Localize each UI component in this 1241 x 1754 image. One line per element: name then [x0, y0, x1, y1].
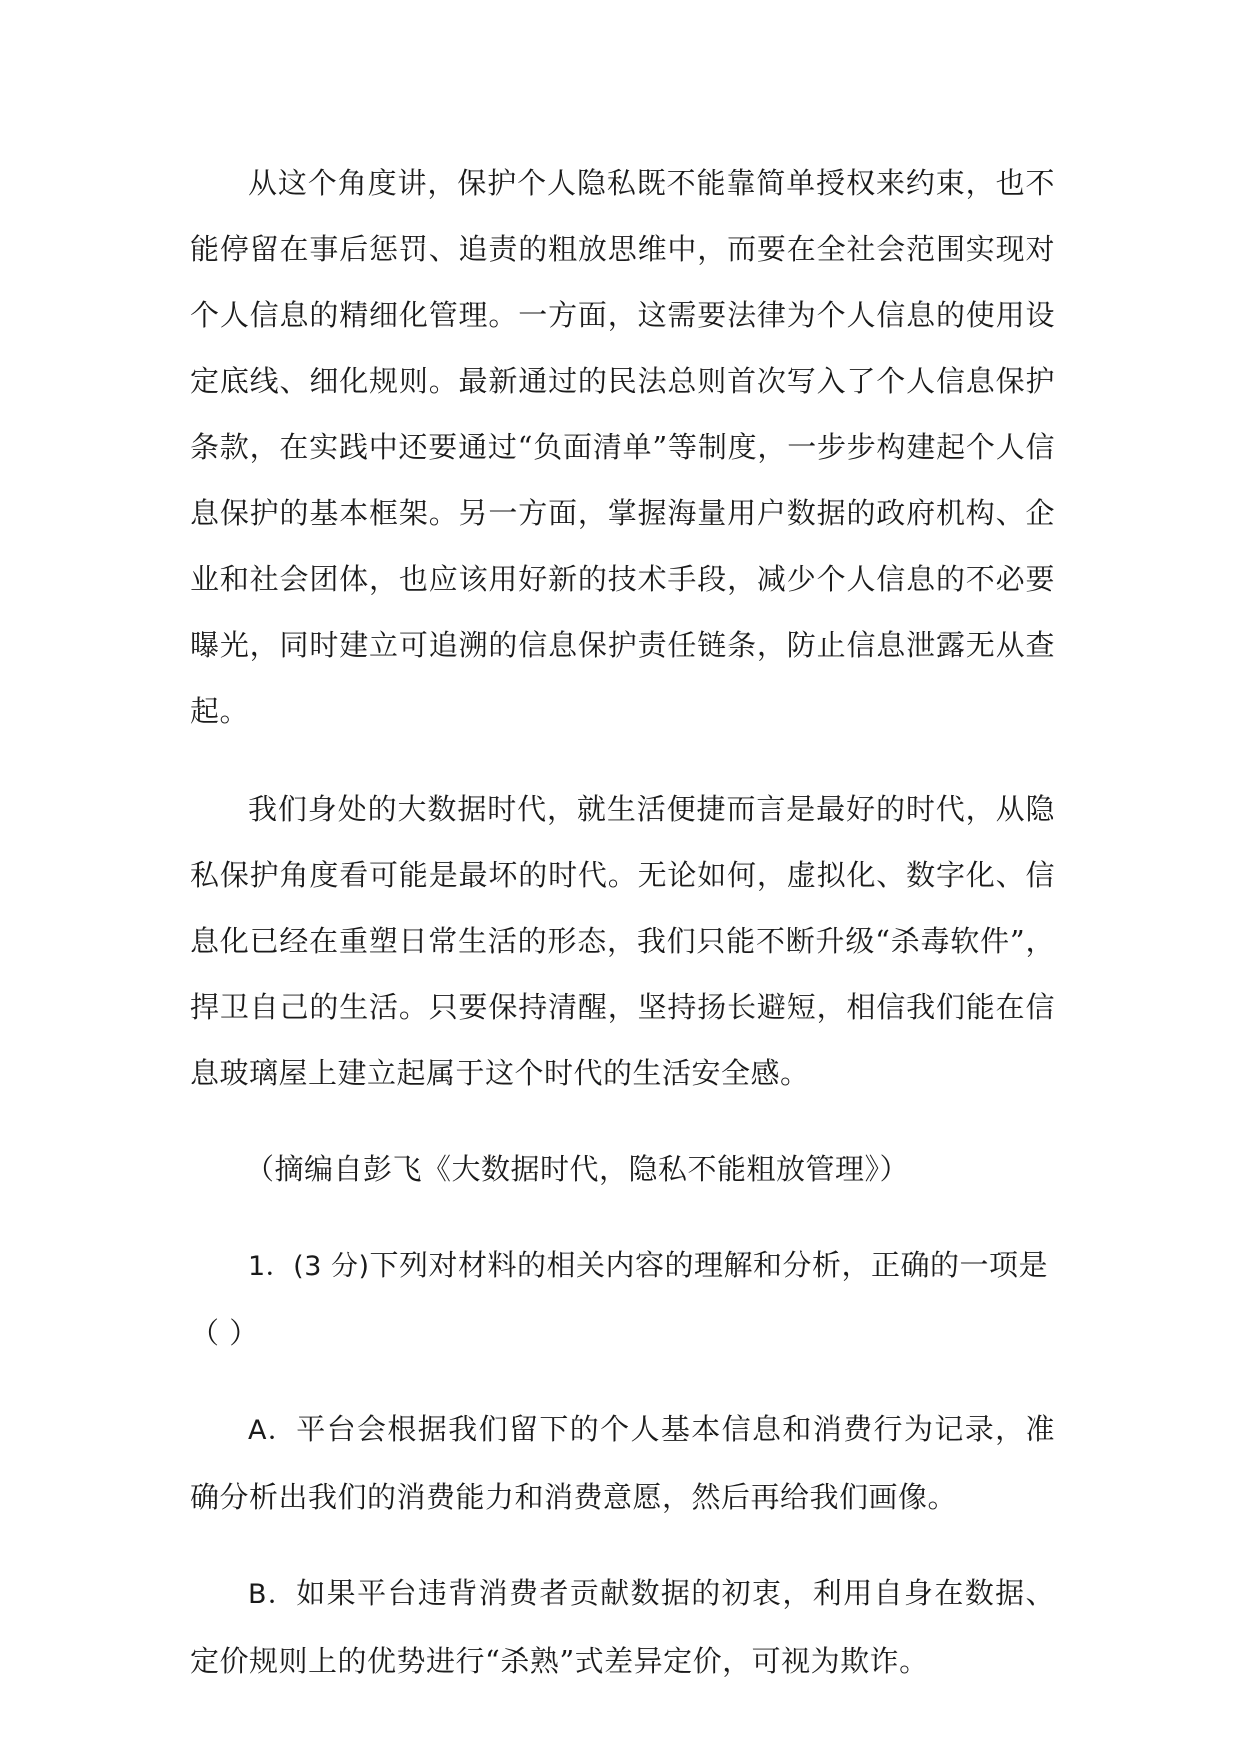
option-b-text: 如果平台违背消费者贡献数据的初衷，利用自身在数据、定价规则上的优势进行“杀熟”式差异定价，可视为欺诈。	[190, 1576, 1055, 1678]
document-content	[190, 150, 1055, 1694]
option-a	[190, 1396, 1055, 1530]
source-citation: （摘编自彭飞《大数据时代，隐私不能粗放管理》）	[245, 1152, 910, 1186]
option-b	[190, 1560, 1055, 1694]
body-paragraph-1: 从这个角度讲，保护个人隐私既不能靠简单授权来约束，也不能停留在事后惩罚、追责的粗放思维中，而要在全社会范围实现对个人信息的精细化管理。一方面，这需要法律为个人信息的使用设定底线、细化规则。最新通过的民法总则首次写入了个人信息保护条款，在实践中还要通过“负面清单”等制度，一步步构建起个人信息保护的基本框架。另一方面，掌握海量用户数据的政府机构、企业和社会团体，也应该用好新的技术手段，减少个人信息的不必要曝光，同时建立可追溯的信息保护责任链条，防止信息泄露无从查起。	[190, 166, 1055, 728]
option-a-letter: A．	[248, 1415, 297, 1446]
question-number: 1．(3 分)	[248, 1251, 370, 1282]
question-1	[190, 1232, 1055, 1366]
question-text: 下列对材料的相关内容的理解和分析，正确的一项是（ ）	[190, 1248, 1049, 1350]
option-b-letter: B．	[248, 1579, 297, 1610]
body-paragraph-2: 我们身处的大数据时代，就生活便捷而言是最好的时代，从隐私保护角度看可能是最坏的时代。无论如何，虚拟化、数字化、信息化已经在重塑日常生活的形态，我们只能不断升级“杀毒软件”，捍卫自己的生活。只要保持清醒，坚持扬长避短，相信我们能在信息玻璃屋上建立起属于这个时代的生活安全感。	[190, 792, 1055, 1090]
option-a-text: 平台会根据我们留下的个人基本信息和消费行为记录，准确分析出我们的消费能力和消费意愿，然后再给我们画像。	[190, 1412, 1055, 1514]
